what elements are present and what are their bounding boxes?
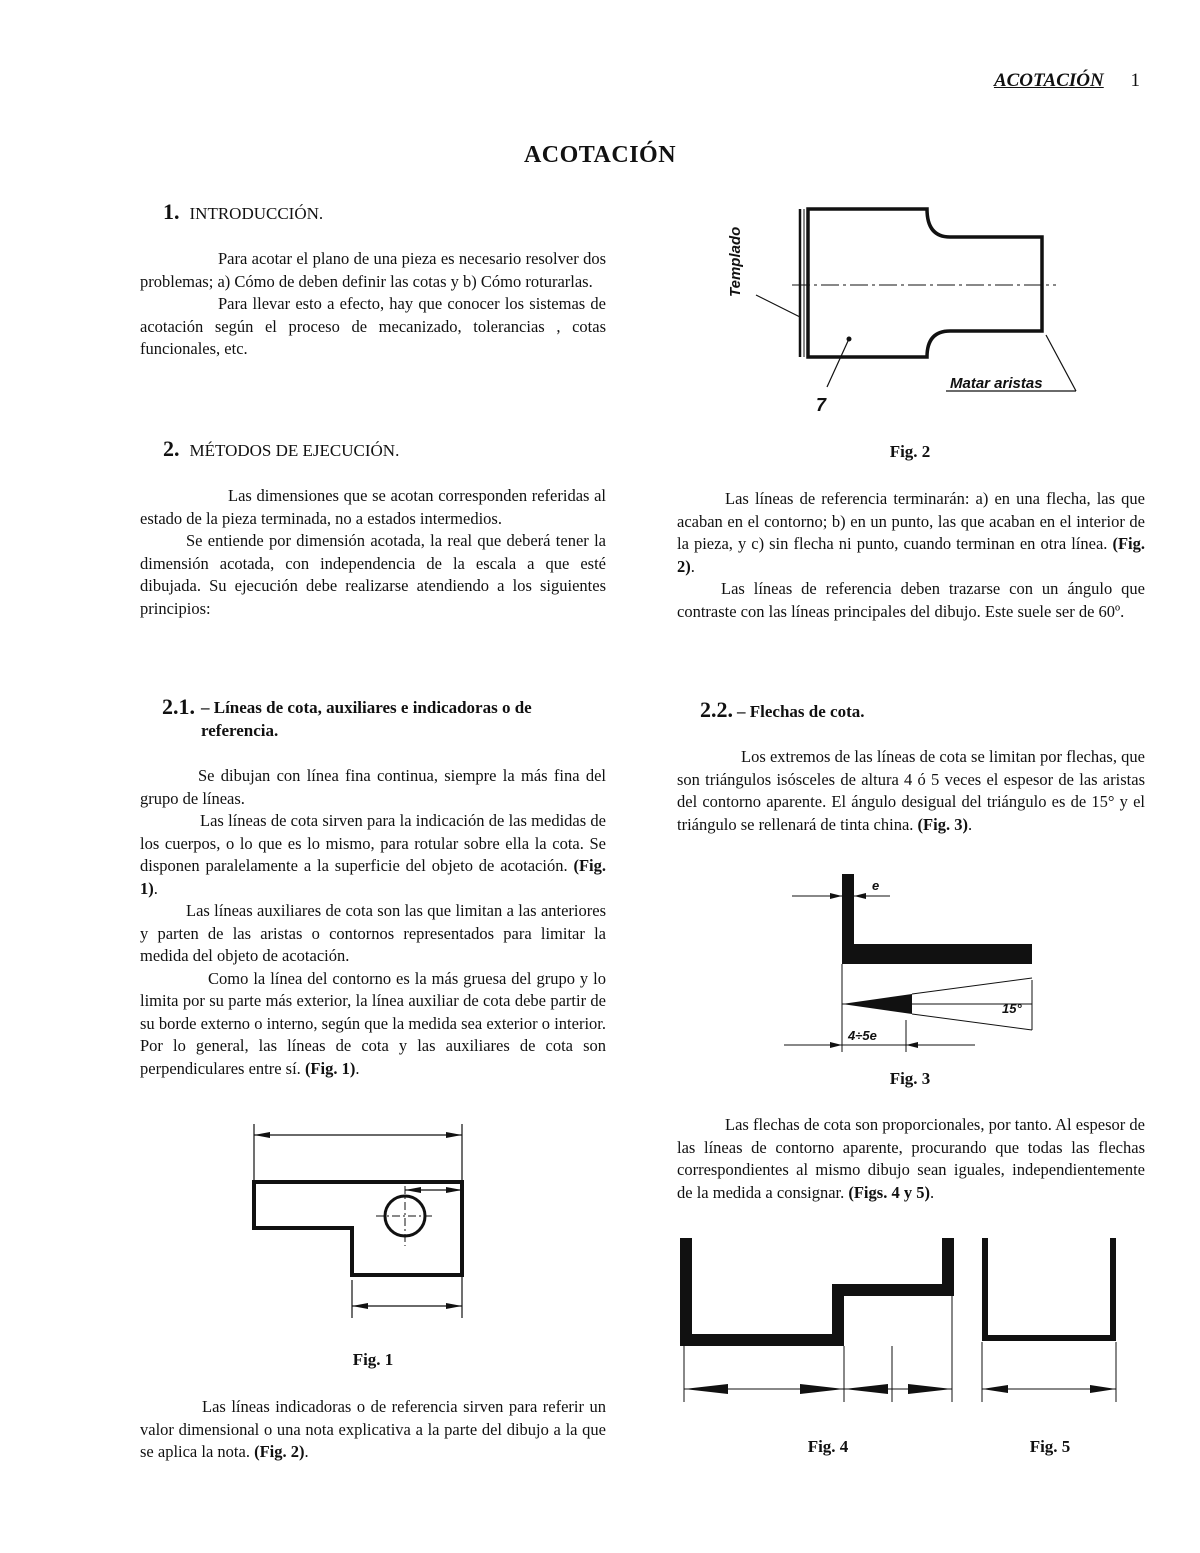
paragraph: Las líneas de referencia terminarán: a) en una flecha, las que acaban en el contorno; b) en un punto, las que acaban en el interior de la pieza, y c) sin flecha ni punto, cuando terminan en otra línea. (Fig. 2).	[677, 489, 1145, 576]
arrowhead	[684, 1384, 728, 1394]
label-angle: 15°	[1002, 1001, 1022, 1016]
section-title: MÉTODOS DE EJECUCIÓN.	[189, 441, 400, 460]
thick-profile	[686, 1238, 948, 1340]
section-title: – Flechas de cota.	[737, 702, 865, 721]
thin-profile	[985, 1238, 1113, 1338]
page-title: ACOTACIÓN	[523, 142, 677, 168]
thick-edge	[842, 944, 1032, 964]
label-templado: Templado	[727, 226, 744, 297]
figure-3-caption: Fig. 3	[889, 1069, 931, 1088]
paragraph	[140, 900, 606, 968]
paragraph-text: Los extremos de las líneas de cota se limitan por flechas, que son triángulos isósceles de altura 4 ó 5 veces el espesor de las aristas del contorno aparente. El ángulo desigual del triángulo es de 15° y el triángulo se rellenará de tinta china.	[677, 747, 1145, 834]
paragraph: Las dimensiones que se acotan corresponden referidas al estado de la pieza terminada, no a estados intermedios.	[140, 486, 606, 528]
figure-5-drawing	[976, 1234, 1126, 1409]
figure-3-drawing	[780, 870, 1045, 1060]
page-header	[994, 70, 1140, 92]
figure-4-caption: Fig. 4	[807, 1437, 849, 1456]
angle-line	[912, 1014, 1032, 1030]
section-heading-1	[163, 199, 323, 225]
paragraph-text: Las líneas de referencia terminarán: a) en una flecha, las que acaban en el contorno; b) en un punto, las que acaban en el interior de la pieza, y c) sin flecha ni punto, cuando terminan en otra línea.	[677, 489, 1145, 553]
label-matar-aristas: Matar aristas	[950, 375, 1043, 392]
label-e: e	[872, 878, 880, 893]
figure-reference: (Fig. 2)	[677, 534, 1145, 576]
paragraph-text: Las líneas indicadoras o de referencia sirven para referir un valor dimensional o una nota explicativa a la parte del dibujo a la que se aplica la nota.	[140, 1397, 606, 1461]
shaft-outline	[808, 209, 1042, 357]
arrowhead	[254, 1132, 270, 1138]
figure-2-drawing	[720, 205, 1090, 420]
intro-text	[140, 248, 606, 361]
section-title: INTRODUCCIÓN.	[189, 204, 324, 223]
figure-reference: (Figs. 4 y 5)	[848, 1182, 930, 1202]
arrowhead	[908, 1384, 952, 1394]
arrowhead	[854, 893, 866, 899]
paragraph-text: Las líneas auxiliares de cota son las que limitan a las anteriores y parten de las aristas o contornos representados para limitar la medida del objeto de acotación.	[140, 901, 606, 965]
paragraph: Se entiende por dimensión acotada, la real que deberá tener la dimensión acotada, con independencia de la escala a que esté dibujada. Su ejecución debe realizarse atendiendo a los siguientes principios:	[140, 531, 606, 618]
arrowhead	[800, 1384, 844, 1394]
paragraph-text: Las líneas de referencia deben trazarse con un ángulo que contraste con las líneas principales del dibujo. Este suele ser de 60º.	[677, 579, 1145, 621]
part-outline	[254, 1182, 462, 1275]
figure-2-caption: Fig. 2	[889, 442, 931, 461]
paragraph-text: Las líneas de cota sirven para la indicación de las medidas de los cuerpos, o lo que es lo mismo, para rotular sobre ella la cota. Se disponen paralelamente a la superficie del objeto de acotación.	[140, 811, 606, 875]
paragraph-text: Como la línea del contorno es la más gruesa del grupo y lo limita por su parte más exterior, la línea auxiliar de cota debe partir de su borde externo o interno, según que la medida sea exterior o interior. Por lo general, las líneas de cota y las auxiliares de cota son perpendiculares entre sí.	[140, 968, 606, 1078]
section-heading-2-1	[162, 694, 608, 742]
reference-line	[827, 341, 848, 387]
section-number: 1.	[163, 199, 180, 224]
arrows-proportion-text	[677, 1114, 1145, 1204]
arrowhead	[446, 1187, 462, 1193]
paragraph: Las flechas de cota son proporcionales, por tanto. Al espesor de las líneas de contorno aparente, procurando que todas las flechas correspondientes al mismo dibujo sean iguales, independientemente de la medida a consignar. (Figs. 4 y 5).	[677, 1115, 1145, 1202]
label-length: 4÷5e	[848, 1028, 877, 1043]
arrowhead	[405, 1187, 421, 1193]
arrowhead	[1090, 1385, 1116, 1393]
reference-line	[1046, 335, 1076, 391]
paragraph: Las líneas de cota sirven para la indicación de las medidas de los cuerpos, o lo que es lo mismo, para rotular sobre ella la cota. Se disponen paralelamente a la superficie del objeto de acotación. (Fig. 1).	[140, 811, 607, 898]
figure-reference: (Fig. 1)	[140, 856, 607, 898]
arrowhead	[830, 1042, 842, 1048]
arrowhead	[982, 1385, 1008, 1393]
paragraph: Para llevar esto a efecto, hay que conocer los sistemas de acotación según el proceso de mecanizado, tolerancias , cotas funcionales, etc.	[140, 294, 606, 358]
arrowhead	[830, 893, 842, 899]
paragraph-text: Las flechas de cota son proporcionales, por tanto. Al espesor de las líneas de contorno aparente, procurando que todas las flechas correspondientes al mismo dibujo sean iguales, independientemente de la medida a consignar.	[677, 1115, 1145, 1202]
reference-lines-text	[677, 488, 1145, 623]
paragraph: Como la línea del contorno es la más gruesa del grupo y lo limita por su parte más exterior, la línea auxiliar de cota debe partir de su borde externo o interno, según que la medida sea exterior o interior. Por lo general, las líneas de cota y las auxiliares de cota son perpendiculares entre sí. (Fig. 1).	[140, 968, 606, 1078]
section-number: 2.1.	[162, 694, 195, 719]
label-part-number: 7	[816, 395, 827, 415]
figure-reference: (Fig. 3)	[917, 814, 968, 834]
section-number: 2.2.	[700, 697, 733, 722]
arrows-text	[677, 746, 1145, 836]
arrowhead	[844, 1384, 888, 1394]
indicator-lines-text	[140, 1396, 606, 1464]
arrowhead	[446, 1303, 462, 1309]
section-heading-2-2	[700, 697, 864, 723]
arrowhead	[352, 1303, 368, 1309]
paragraph	[677, 578, 1145, 623]
paragraph: Los extremos de las líneas de cota se limitan por flechas, que son triángulos isósceles de altura 4 ó 5 veces el espesor de las aristas del contorno aparente. El ángulo desigual del triángulo es de 15° y el triángulo se rellenará de tinta china. (Fig. 3).	[677, 747, 1145, 834]
paragraph: Para acotar el plano de una pieza es necesario resolver dos problemas; a) Cómo de deben definir las cotas y b) Cómo roturarlas.	[140, 249, 606, 291]
paragraph-text: Se dibujan con línea fina continua, siempre la más fina del grupo de líneas.	[140, 766, 606, 808]
figure-1-caption: Fig. 1	[352, 1350, 394, 1369]
section-heading-2	[163, 436, 399, 462]
paragraph: Las líneas indicadoras o de referencia sirven para referir un valor dimensional o una nota explicativa a la parte del dibujo a la que se aplica la nota. (Fig. 2).	[140, 1397, 606, 1461]
angle-line	[912, 978, 1032, 994]
figure-4-drawing	[680, 1234, 955, 1409]
arrowhead	[906, 1042, 918, 1048]
section-number: 2.	[163, 436, 180, 461]
lines-text	[140, 765, 606, 1080]
page-number: 1	[1130, 70, 1140, 91]
figure-5-caption: Fig. 5	[1029, 1437, 1071, 1456]
header-title: ACOTACIÓN	[993, 70, 1104, 91]
paragraph	[140, 765, 606, 810]
reference-line	[756, 295, 800, 317]
figure-1-drawing	[240, 1120, 480, 1330]
figure-reference: (Fig. 2)	[254, 1442, 305, 1461]
reference-dot	[847, 337, 852, 342]
methods-text	[140, 485, 606, 620]
arrowhead	[446, 1132, 462, 1138]
section-title: – Líneas de cota, auxiliares e indicadoras o de referencia.	[201, 698, 532, 740]
figure-reference: (Fig. 1)	[304, 1058, 356, 1078]
